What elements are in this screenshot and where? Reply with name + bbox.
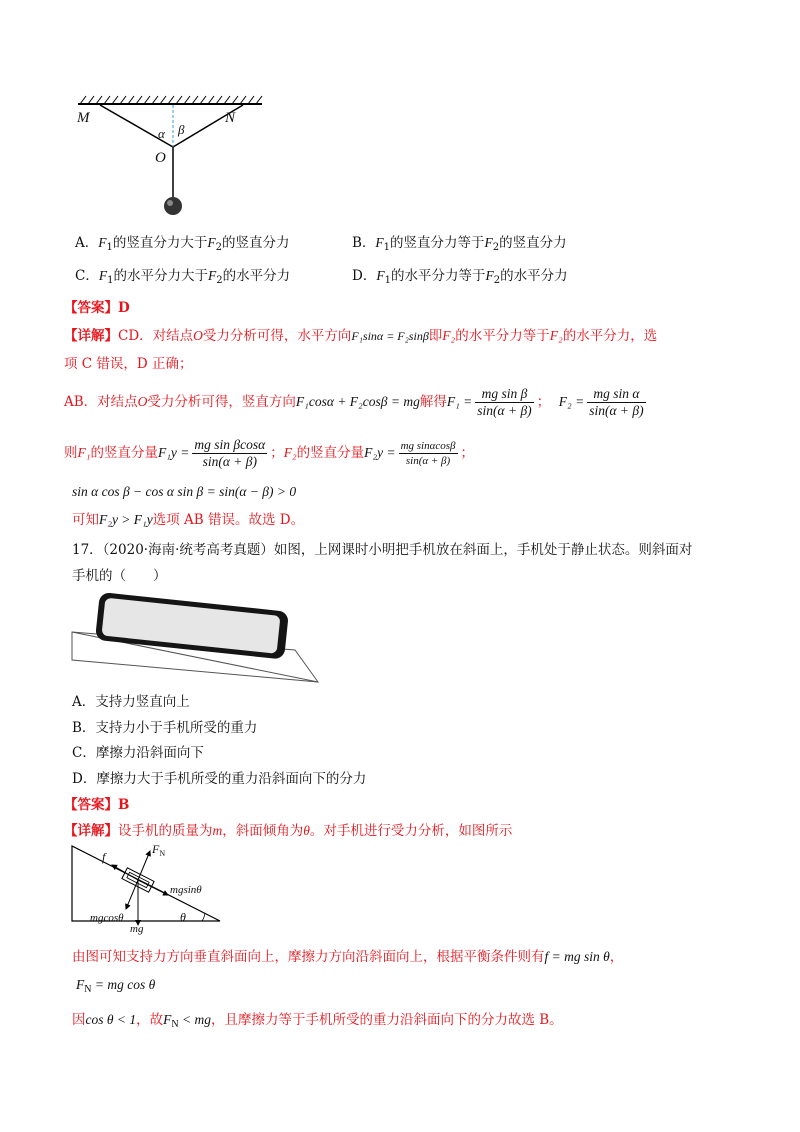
pendulum-svg xyxy=(70,92,270,222)
option-a: A．$F_1$的竖直分力大于$F_2$的竖直分力 xyxy=(75,235,290,253)
label-f: f xyxy=(102,850,106,864)
q17-option-d: D．摩擦力大于手机所受的重力沿斜面向下的分力 xyxy=(72,771,367,787)
label-m: M xyxy=(77,110,90,126)
q17-option-c: C．摩擦力沿斜面向下 xyxy=(72,745,204,761)
answer-17: 【答案】B xyxy=(64,797,130,813)
q17-stem-line2: 手机的（ ） xyxy=(72,568,167,584)
label-n: N xyxy=(225,110,236,126)
q17-option-a: A．支持力竖直向上 xyxy=(72,694,190,710)
phone-on-slope-image xyxy=(70,590,330,690)
phone-slope-svg xyxy=(70,590,330,690)
detail-17-line4: 因cos θ < 1，故$F_N$ < mg，且摩擦力等于手机所受的重力沿斜面向下的分力故选 B。 xyxy=(72,1012,563,1030)
detail-16-line5: 可知F₂y > F₁y选项 AB 错误。故选 D。 xyxy=(72,512,305,528)
detail-16-line3: 则F₁的竖直分量F₁y = $\frac{\text{mg sin βcosα}}{\sin(\alpha + \beta)}$ ；F₂的竖直分量F₂y = $\frac{\text{mg sinαcosβ}}{\sin(\alpha + \beta)}$ ； xyxy=(64,437,475,469)
label-mgsin: mgsinθ xyxy=(170,884,202,896)
label-alpha: α xyxy=(158,126,165,141)
label-beta: β xyxy=(178,122,185,137)
detail-17-line1: 【详解】设手机的质量为m，斜面倾角为θ。对手机进行受力分析，如图所示 xyxy=(64,823,513,839)
detail-16-line2: AB．对结点O受力分析可得，竖直方向F₁cosα + F₂cosβ = mg解得F₁ = $\frac{\text{mg sin β}}{\sin(\alpha + \beta)}$ ； F₂ = $\frac{\text{mg sin α}}{\sin(\alpha + \beta)}$ xyxy=(64,386,644,418)
pendulum-diagram xyxy=(70,92,270,222)
detail-16-line4: sin α cos β − cos α sin β = sin(α − β) > 0 xyxy=(72,484,297,499)
q17-stem-line1: 17．（2020·海南·统考高考真题）如图，上网课时小明把手机放在斜面上，手机处于静止状态。则斜面对 xyxy=(72,542,693,558)
detail-16-line1: 【详解】CD．对结点O受力分析可得，水平方向F₁sinα = F₂sinβ即F₂的水平分力等于F₂的水平分力，选 xyxy=(64,328,658,344)
q17-option-b: B．支持力小于手机所受的重力 xyxy=(72,720,258,736)
option-d: D．$F_1$的水平分力等于$F_2$的水平分力 xyxy=(352,268,568,286)
label-mgcos: mgcosθ xyxy=(90,912,124,924)
detail-17-line3: $F_N$ = mg cos θ xyxy=(76,977,156,995)
detail-16-line1-cont: 项 C 错误，D 正确； xyxy=(64,356,193,372)
label-o: O xyxy=(155,150,166,166)
detail-17-line2: 由图可知支持力方向垂直斜面向上，摩擦力方向沿斜面向上，根据平衡条件则有f = mg sin θ， xyxy=(72,949,624,965)
label-fn: $F_N$ xyxy=(152,842,166,858)
option-c: C．$F_1$的水平分力大于$F_2$的水平分力 xyxy=(75,268,291,286)
answer-16: 【答案】D xyxy=(64,300,130,316)
option-b: B．$F_1$的竖直分力等于$F_2$的竖直分力 xyxy=(352,235,567,253)
label-mg: mg xyxy=(130,923,144,935)
label-theta: θ xyxy=(180,910,186,924)
